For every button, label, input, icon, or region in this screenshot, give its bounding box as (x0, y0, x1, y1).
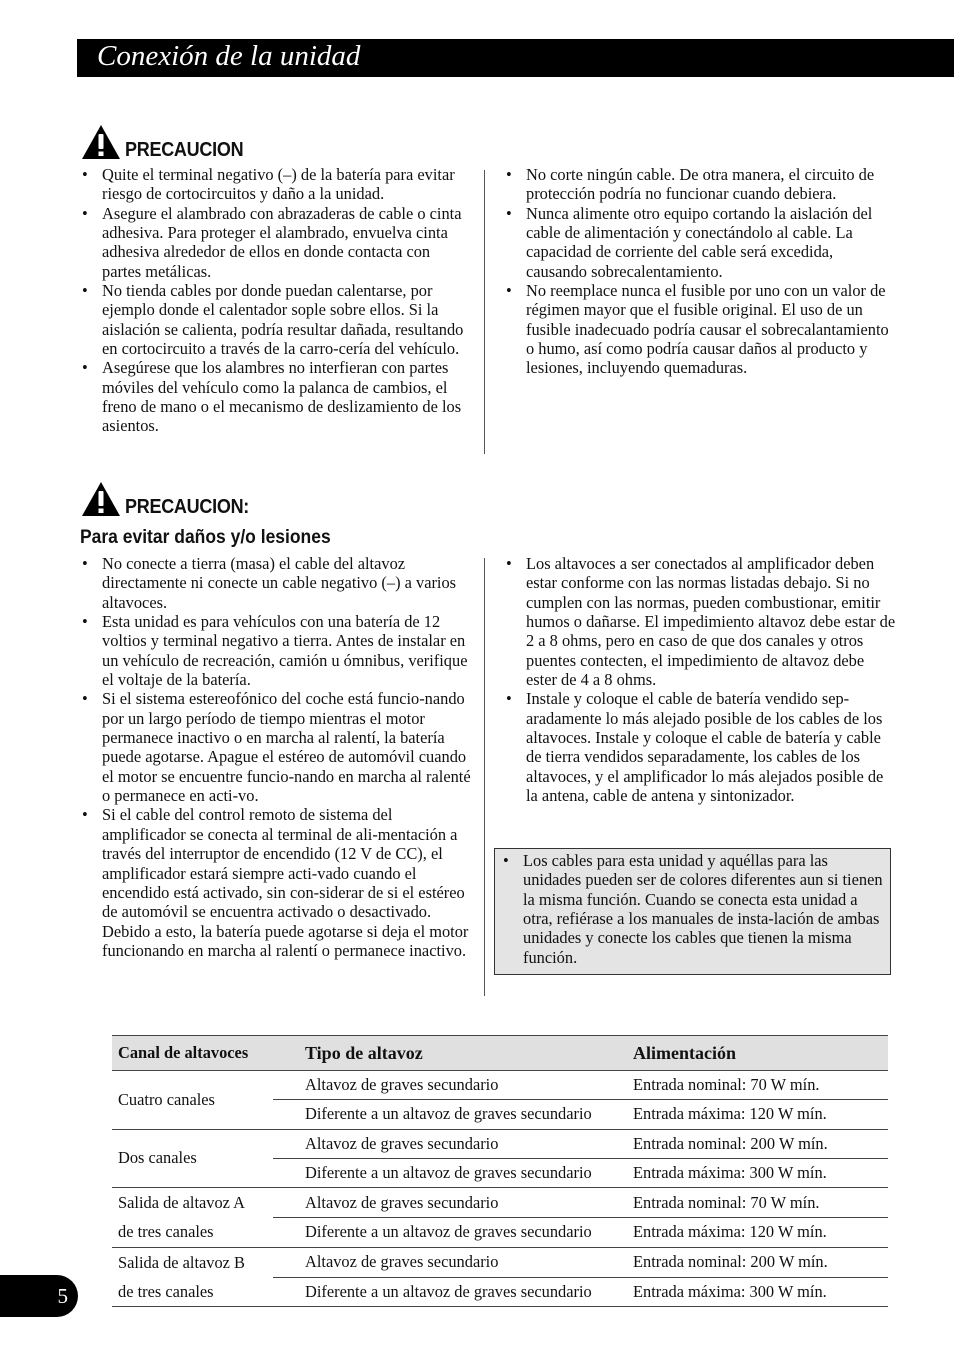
channel-cell (112, 1071, 273, 1130)
list-item: • Instale y coloque el cable de batería vendido sep-aradamente lo más alejado posible de los cables de los altavoces. Instale y coloque el cable de batería y cable de tierra vendidos separadamente, los cables de los altavoces, y el amplificador lo más alejados posible de la antena, cable de antena y sintonizador. (504, 689, 896, 805)
page-header-bar (77, 39, 954, 77)
list-item: • No conecte a tierra (masa) el cable del altavoz directamente ni conecte un cable negativo (–) a varios altavoces. (80, 554, 472, 612)
channel-label: Dos canales (118, 1148, 197, 1168)
type-cell: Diferente a un altavoz de graves secundario (273, 1100, 627, 1129)
warning-triangle-icon (81, 481, 121, 517)
type-cell: Altavoz de graves secundario (273, 1071, 627, 1100)
note-box (494, 848, 891, 975)
list-item: • Los altavoces a ser conectados al amplificador deben estar conforme con las normas listadas debajo. Si no cumplen con las normas, pueden combustionar, emitir humos o dañarse. El impedimiento altavoz debe estar de 2 a 8 ohms, pero en caso de que dos canales y otros puentes contecten, el impedimiento de altavoz debe ester de 4 a 8 ohms. (504, 554, 896, 689)
caution1-right-column (504, 165, 896, 378)
power-cell: Entrada máxima: 300 W mín. (627, 1277, 888, 1307)
type-cell: Diferente a un altavoz de graves secundario (273, 1217, 627, 1247)
table-row (112, 1129, 888, 1158)
list-item: • No tienda cables por donde puedan calentarse, por ejemplo donde el calentador sople sobre ellos. Si la aislación se calienta, podría resultar dañada, resultando en cortocircuito a través de la carro-cería del vehículo. (80, 281, 472, 358)
power-cell: Entrada nominal: 70 W mín. (627, 1188, 888, 1218)
column-header: Canal de altavoces (112, 1036, 273, 1071)
power-cell: Entrada nominal: 70 W mín. (627, 1071, 888, 1100)
list-item: • Nunca alimente otro equipo cortando la aislación del cable de alimentación y conectándolo al cable. La capacidad de corriente del cable será excedida, causando sobrecalentamiento. (504, 204, 896, 281)
caution2-right-column (504, 554, 896, 805)
channel-label: Salida de altavoz B (118, 1252, 245, 1272)
caution-subtitle: Para evitar daños y/o lesiones (80, 527, 331, 548)
table-row (112, 1247, 888, 1277)
list-item: • Si el sistema estereofónico del coche está funcio-nando por un largo período de tiempo mientras el motor permanece inactivo o en marcha al ralentí, la batería puede agotarse. Apague el estéreo de automóvil cuando el motor se encuentre funcio-nando en marcha al ralenté o permanece en acti-vo. (80, 689, 472, 805)
speaker-spec-table (112, 1035, 888, 1307)
page-number: 5 (0, 1275, 78, 1317)
type-cell: Altavoz de graves secundario (273, 1247, 627, 1277)
caution-heading-2 (81, 481, 263, 517)
caution1-left-column (80, 165, 472, 436)
channel-label-line2: de tres canales (118, 1282, 214, 1302)
caution-label: PRECAUCION: (125, 496, 250, 518)
channel-cell (112, 1129, 273, 1188)
channel-label: Cuatro canales (118, 1089, 215, 1109)
table-header-row (112, 1036, 888, 1071)
caution2-left-column (80, 554, 472, 960)
power-cell: Entrada nominal: 200 W mín. (627, 1129, 888, 1158)
list-item: • Esta unidad es para vehículos con una batería de 12 voltios y terminal negativo a tierra. Antes de instalar en un vehículo de recreación, camión u ómnibus, verifique el voltaje de la batería. (80, 612, 472, 689)
type-cell: Altavoz de graves secundario (273, 1129, 627, 1158)
list-item: • Asegure el alambrado con abrazaderas de cable o cinta adhesiva. Para proteger el alambrado, envuelva cinta adhesiva alrededor de ellos en donde contacta con partes metálicas. (80, 204, 472, 281)
column-header: Alimentación (627, 1036, 888, 1071)
channel-cell (112, 1188, 273, 1248)
channel-label-line2: de tres canales (118, 1222, 214, 1242)
list-item: • Quite el terminal negativo (–) de la batería para evitar riesgo de cortocircuitos y daño a la unidad. (80, 165, 472, 204)
type-cell: Altavoz de graves secundario (273, 1188, 627, 1218)
caution-label: PRECAUCION (125, 139, 244, 161)
power-cell: Entrada máxima: 120 W mín. (627, 1217, 888, 1247)
table-row (112, 1188, 888, 1218)
power-cell: Entrada máxima: 120 W mín. (627, 1100, 888, 1129)
channel-cell (112, 1247, 273, 1307)
list-item: • Asegúrese que los alambres no interfieran con partes móviles del vehículo como la palanca de cambios, el freno de mano o el mecanismo de deslizamiento de los asientos. (80, 358, 472, 435)
table-row (112, 1071, 888, 1100)
power-cell: Entrada nominal: 200 W mín. (627, 1247, 888, 1277)
power-cell: Entrada máxima: 300 W mín. (627, 1158, 888, 1187)
list-item: • No reemplace nunca el fusible por uno con un valor de régimen mayor que el fusible original. El uso de un fusible inadecuado podría causar el sobrecalantamiento o humo, así como podría causar daños al producto y lesiones, incluyendo quemaduras. (504, 281, 896, 378)
channel-label: Salida de altavoz A (118, 1193, 245, 1213)
page-title: Conexión de la unidad (97, 40, 361, 72)
column-divider (484, 170, 485, 454)
warning-triangle-icon (81, 124, 121, 160)
type-cell: Diferente a un altavoz de graves secundario (273, 1158, 627, 1187)
list-item: • Si el cable del control remoto de sistema del amplificador se conecta al terminal de ali-mentación a través del interruptor de encendido (12 V de CC), el amplificador estará siempre acti-vado cuando el encendido está activado, sin con-siderar de si el estéreo de automóvil se encuentra activado o desactivado. Debido a esto, la batería puede agotarse si deja el motor funcionando en marcha al ralentí o permanece inactivo. (80, 805, 472, 960)
caution-heading-1 (81, 124, 256, 160)
list-item: • No corte ningún cable. De otra manera, el circuito de protección podría no funcionar cuando debiera. (504, 165, 896, 204)
type-cell: Diferente a un altavoz de graves secundario (273, 1277, 627, 1307)
column-header: Tipo de altavoz (273, 1036, 627, 1071)
column-divider (484, 558, 485, 996)
note-text: • Los cables para esta unidad y aquéllas para las unidades pueden ser de colores diferentes aun si tienen la misma función. Cuando se conecta esta unidad a otra, refiérase a los manuales de insta-lación de ambas unidades y conecte los cables que tienen la misma función. (495, 849, 890, 967)
